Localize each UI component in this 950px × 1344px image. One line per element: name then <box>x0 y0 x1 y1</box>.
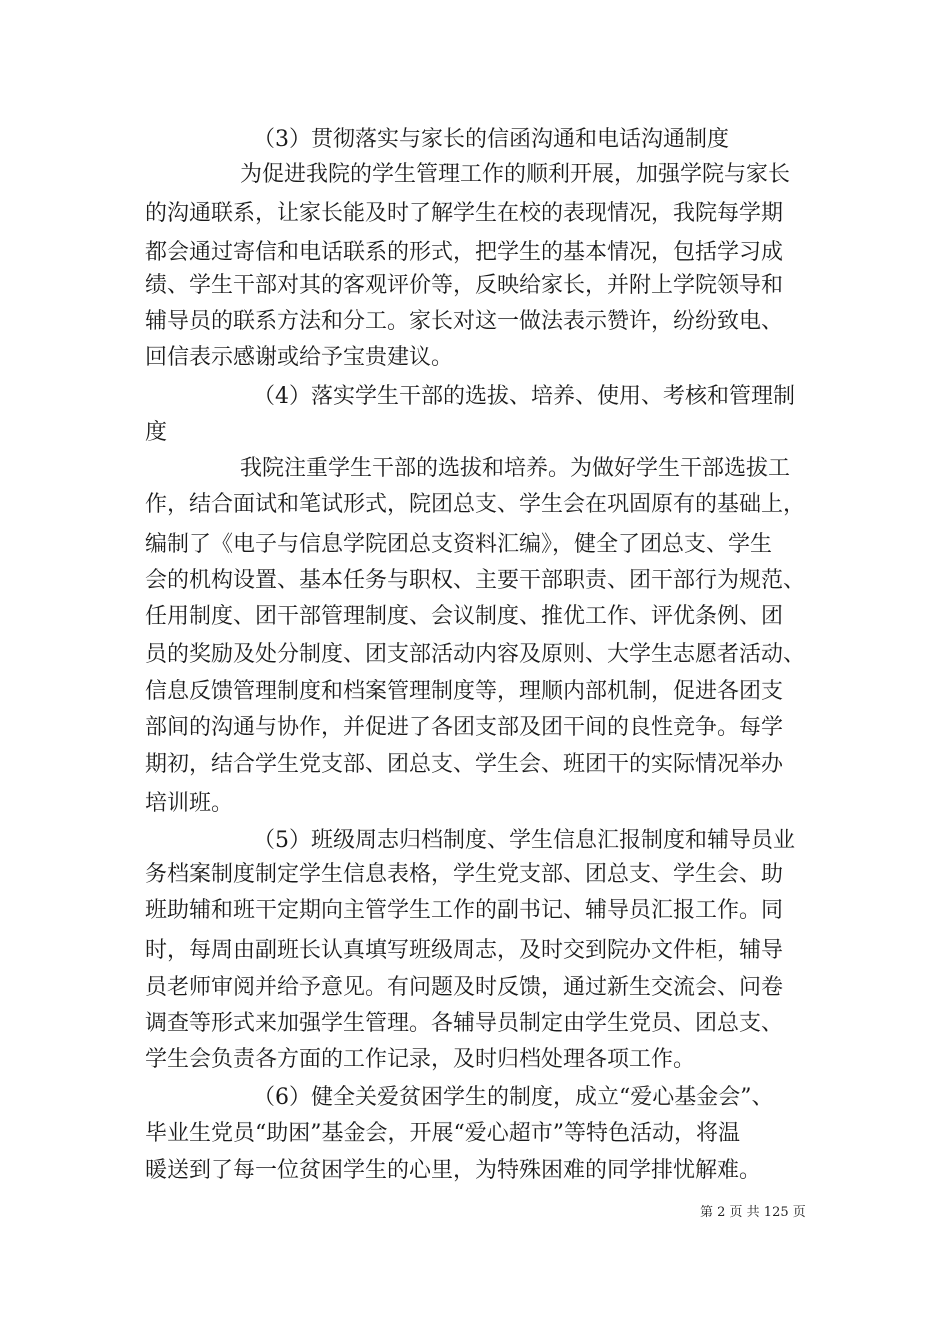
heading-6: （6）健全关爱贫困学生的制度，成立“爱心基金会”、 <box>253 1085 774 1110</box>
paragraph-line: 班助辅和班干定期向主管学生工作的副书记、辅导员汇报工作。同 <box>145 898 784 923</box>
paragraph-line: 都会通过寄信和电话联系的形式，把学生的基本情况，包括学习成 <box>145 240 784 265</box>
paragraph-line: 务档案制度制定学生信息表格，学生党支部、团总支、学生会、助 <box>145 862 784 887</box>
heading-5: （5）班级周志归档制度、学生信息汇报制度和辅导员业 <box>253 828 795 853</box>
paragraph-line: 为促进我院的学生管理工作的顺利开展，加强学院与家长 <box>240 162 791 187</box>
paragraph-line: 员老师审阅并给予意见。有问题及时反馈，通过新生交流会、问卷 <box>145 975 784 1000</box>
paragraph-line: 回信表示感谢或给予宝贵建议。 <box>145 345 454 370</box>
heading-4-cont: 度 <box>145 420 168 445</box>
heading-4: （4）落实学生干部的选拔、培养、使用、考核和管理制 <box>253 384 795 409</box>
heading-3: （3）贯彻落实与家长的信函沟通和电话沟通制度 <box>253 127 729 152</box>
paragraph-line: 绩、学生干部对其的客观评价等，反映给家长，并附上学院领导和 <box>145 273 784 298</box>
paragraph-line: 我院注重学生干部的选拔和培养。为做好学生干部选拔工 <box>240 456 791 481</box>
paragraph-line: 辅导员的联系方法和分工。家长对这一做法表示赞许，纷纷致电、 <box>145 309 784 334</box>
paragraph-line: 培训班。 <box>145 791 234 816</box>
paragraph-line: 学生会负责各方面的工作记录，及时归档处理各项工作。 <box>145 1047 696 1072</box>
paragraph-line: 员的奖励及处分制度、团支部活动内容及原则、大学生志愿者活动、 <box>145 642 806 667</box>
paragraph-line: 作，结合面试和笔试形式，院团总支、学生会在巩固原有的基础上， <box>145 492 806 517</box>
paragraph-line: 编制了《电子与信息学院团总支资料汇编》，健全了团总支、学生 <box>145 532 773 557</box>
paragraph-line: 毕业生党员“助困”基金会，开展“爱心超市”等特色活动，将温 <box>145 1121 740 1146</box>
paragraph-line: 期初，结合学生党支部、团总支、学生会、班团干的实际情况举办 <box>145 752 784 777</box>
paragraph-line: 暖送到了每一位贫困学生的心里，为特殊困难的同学排忧解难。 <box>145 1158 762 1183</box>
paragraph-line: 调查等形式来加强学生管理。各辅导员制定由学生党员、团总支、 <box>145 1011 784 1036</box>
paragraph-line: 时，每周由副班长认真填写班级周志，及时交到院办文件柜，辅导 <box>145 938 784 963</box>
paragraph-line: 信息反馈管理制度和档案管理制度等，理顺内部机制，促进各团支 <box>145 679 784 704</box>
paragraph-line: 部间的沟通与协作，并促进了各团支部及团干间的良性竞争。每学 <box>145 715 784 740</box>
page-footer: 第 2 页 共 125 页 <box>700 1205 806 1220</box>
paragraph-line: 会的机构设置、基本任务与职权、主要干部职责、团干部行为规范、 <box>145 568 806 593</box>
paragraph-line: 的沟通联系，让家长能及时了解学生在校的表现情况，我院每学期 <box>145 201 784 226</box>
paragraph-line: 任用制度、团干部管理制度、会议制度、推优工作、评优条例、团 <box>145 604 784 629</box>
